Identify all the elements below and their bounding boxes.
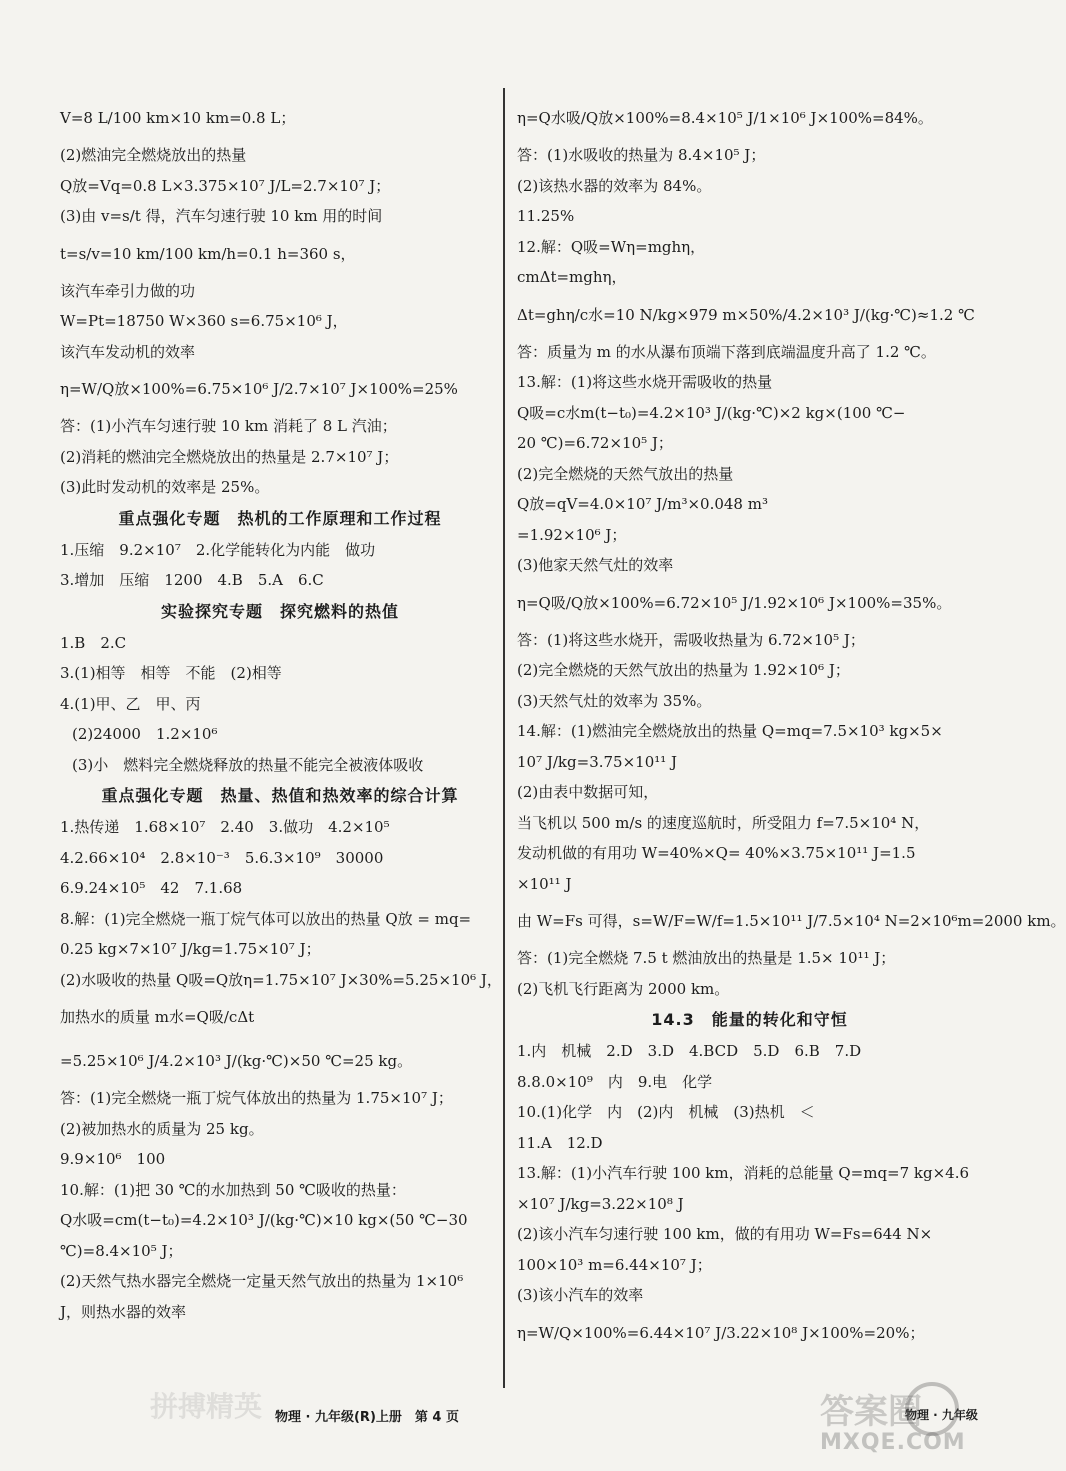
answer-line: (2)水吸收的热量 Q吸=Q放η=1.75×10⁷ J×30%=5.25×10⁶ J， [60, 970, 502, 989]
answer-line: 6.9.24×10⁵ 42 7.1.68 [60, 879, 243, 897]
answer-line: (2)该小汽车匀速行驶 100 km，做的有用功 W=Fs=644 N× [517, 1225, 933, 1243]
answer-line: η=Q水吸/Q放×100%=8.4×10⁵ J/1×10⁶ J×100%=84%。 [517, 109, 933, 127]
answer-line: (3)此时发动机的效率是 25%。 [60, 478, 270, 496]
answer-line: (2)完全燃烧的天然气放出的热量 [517, 464, 734, 483]
answer-line: 8.解：(1)完全燃烧一瓶丁烷气体可以放出的热量 Q放 = mq= [60, 909, 472, 928]
answer-line: 12.解：Q吸=Wη=mghη， [517, 237, 706, 256]
section-heading: 重点强化专题 热机的工作原理和工作过程 [118, 508, 442, 528]
answer-line: 该汽车牵引力做的功 [60, 281, 196, 300]
answer-line: 答：(1)小汽车匀速行驶 10 km 消耗了 8 L 汽油； [60, 417, 397, 435]
answer-line: 10⁷ J/kg=3.75×10¹¹ J [517, 752, 678, 771]
footer-corner-label: 物理 · 九年级 [905, 1408, 978, 1422]
answer-line: η=W/Q×100%=6.44×10⁷ J/3.22×10⁸ J×100%=20%； [517, 1323, 925, 1342]
watermark-logo-text: 答案圈 [820, 1392, 922, 1432]
watermark-logo [800, 1380, 970, 1460]
right-column [517, 96, 1066, 1355]
answer-line: (3)他家天然气灶的效率 [517, 556, 674, 574]
answer-line: 1.压缩 9.2×10⁷ 2.化学能转化为内能 做功 [60, 540, 376, 559]
answer-line: 11.25% [517, 207, 575, 225]
answer-line: J，则热水器的效率 [60, 1302, 187, 1321]
answer-line: Q放=Vq=0.8 L×3.375×10⁷ J/L=2.7×10⁷ J； [60, 176, 391, 195]
answer-line: 3.(1)相等 相等 不能 (2)相等 [60, 664, 282, 682]
answer-line: 10.解：(1)把 30 ℃的水加热到 50 ℃吸收的热量： [60, 1180, 406, 1199]
answer-line: 该汽车发动机的效率 [60, 342, 196, 361]
section-heading: 重点强化专题 热量、热值和热效率的综合计算 [101, 786, 459, 805]
answer-line: 4.(1)甲、乙 甲、丙 [60, 694, 201, 713]
answer-line: Q吸=c水m(t−t₀)=4.2×10³ J/(kg·℃)×2 kg×(100 ℃− [517, 403, 906, 422]
answer-line: Q水吸=cm(t−t₀)=4.2×10³ J/(kg·℃)×10 kg×(50 ℃−30 [60, 1211, 468, 1229]
answer-line: ×10¹¹ J [517, 874, 572, 893]
answer-line: 加热水的质量 m水=Q吸/cΔt [60, 1008, 255, 1026]
watermark-stamp: 拼搏精英 [150, 1390, 263, 1423]
answer-line: 答：(1)完全燃烧 7.5 t 燃油放出的热量是 1.5× 10¹¹ J； [517, 949, 896, 967]
answer-line: 11.A 12.D [517, 1133, 603, 1152]
answer-line: 1.内 机械 2.D 3.D 4.BCD 5.D 6.B 7.D [517, 1042, 862, 1060]
answer-line: 1.热传递 1.68×10⁷ 2.40 3.做功 4.2×10⁵ [60, 818, 390, 836]
answer-line: (3)该小汽车的效率 [517, 1286, 644, 1304]
answer-line: (3)天然气灶的效率为 35%。 [517, 691, 712, 710]
answer-line: 8.8.0×10⁹ 内 9.电 化学 [517, 1072, 713, 1091]
answer-line: ℃)=8.4×10⁵ J； [60, 1241, 183, 1260]
answer-line: 答：(1)水吸收的热量为 8.4×10⁵ J； [517, 146, 766, 164]
answer-line: Δt=ghη/c水=10 N/kg×979 m×50%/4.2×10³ J/(kg·℃)≈1.2 ℃ [517, 305, 975, 324]
answer-line: 100×10³ m=6.44×10⁷ J； [517, 1255, 712, 1274]
left-column [60, 96, 500, 1327]
answer-line: (3)小 燃料完全燃烧释放的热量不能完全被液体吸收 [72, 755, 424, 774]
answer-line: (2)完全燃烧的天然气放出的热量为 1.92×10⁶ J； [517, 661, 850, 679]
answer-line: 13.解：(1)小汽车行驶 100 km，消耗的总能量 Q=mq=7 kg×4.6 [517, 1164, 970, 1182]
answer-line: 答：(1)将这些水烧开，需吸收热量为 6.72×10⁵ J； [517, 630, 865, 649]
answer-line: (2)消耗的燃油完全燃烧放出的热量是 2.7×10⁷ J； [60, 447, 399, 466]
answer-line: 1.B 2.C [60, 633, 127, 652]
answer-line: 14.解：(1)燃油完全燃烧放出的热量 Q=mq=7.5×10³ kg×5× [517, 722, 943, 740]
answer-line: 3.增加 压缩 1200 4.B 5.A 6.C [60, 571, 324, 589]
answer-line: 发动机做的有用功 W=40%×Q= 40%×3.75×10¹¹ J=1.5 [517, 844, 916, 862]
answer-line: =5.25×10⁶ J/4.2×10³ J/(kg·℃)×50 ℃=25 kg。 [60, 1052, 413, 1070]
section-heading: 实验探究专题 探究燃料的热值 [160, 601, 399, 621]
answer-line: η=Q吸/Q放×100%=6.72×10⁵ J/1.92×10⁶ J×100%=35%。 [517, 593, 952, 612]
answer-line: V=8 L/100 km×10 km=0.8 L； [60, 109, 296, 127]
answer-line: 4.2.66×10⁴ 2.8×10⁻³ 5.6.3×10⁹ 30000 [60, 848, 384, 867]
answer-line: 由 W=Fs 可得，s=W/F=W/f=1.5×10¹¹ J/7.5×10⁴ N=2×10⁶m=2000 km。 [517, 912, 1066, 930]
answer-line: 答：质量为 m 的水从瀑布顶端下落到底端温度升高了 1.2 ℃。 [517, 342, 936, 361]
watermark-url: MXQE.COM [820, 1430, 966, 1455]
answer-line: (2)燃油完全燃烧放出的热量 [60, 146, 247, 164]
answer-line: t=s/v=10 km/100 km/h=0.1 h=360 s， [60, 244, 356, 263]
footer-page-label: 物理 · 九年级(R)上册 第 4 页 [275, 1410, 459, 1425]
answer-line: 0.25 kg×7×10⁷ J/kg=1.75×10⁷ J； [60, 940, 321, 958]
answer-line: (2)飞机飞行距离为 2000 km。 [517, 979, 730, 998]
answer-line: 9.9×10⁶ 100 [60, 1150, 166, 1168]
answer-line: (2)该热水器的效率为 84%。 [517, 176, 712, 195]
answer-line: 答：(1)完全燃烧一瓶丁烷气体放出的热量为 1.75×10⁷ J； [60, 1089, 453, 1107]
answer-line: 10.(1)化学 内 (2)内 机械 (3)热机 ＜ [517, 1103, 815, 1121]
answer-line: 20 ℃)=6.72×10⁵ J； [517, 434, 673, 452]
answer-line: W=Pt=18750 W×360 s=6.75×10⁶ J， [60, 312, 348, 330]
answer-line: (2)由表中数据可知， [517, 783, 659, 801]
answer-line: (2)24000 1.2×10⁶ [72, 725, 218, 743]
section-heading: 14.3 能量的转化和守恒 [651, 1010, 848, 1029]
answer-line: Q放=qV=4.0×10⁷ J/m³×0.048 m³ [517, 495, 768, 513]
answer-line: ×10⁷ J/kg=3.22×10⁸ J [517, 1194, 684, 1213]
column-divider [503, 88, 505, 1388]
answer-line: (2)被加热水的质量为 25 kg。 [60, 1119, 264, 1138]
answer-line: (2)天然气热水器完全燃烧一定量天然气放出的热量为 1×10⁶ [60, 1272, 464, 1290]
answer-line: η=W/Q放×100%=6.75×10⁶ J/2.7×10⁷ J×100%=25% [60, 380, 458, 398]
answer-line: 13.解：(1)将这些水烧开需吸收的热量 [517, 373, 773, 391]
answer-line: =1.92×10⁶ J； [517, 525, 627, 544]
answer-line: 当飞机以 500 m/s 的速度巡航时，所受阻力 f=7.5×10⁴ N， [517, 813, 930, 832]
answer-line: cmΔt=mghη， [517, 268, 627, 286]
answer-line: (3)由 v=s/t 得，汽车匀速行驶 10 km 用的时间 [60, 207, 383, 225]
